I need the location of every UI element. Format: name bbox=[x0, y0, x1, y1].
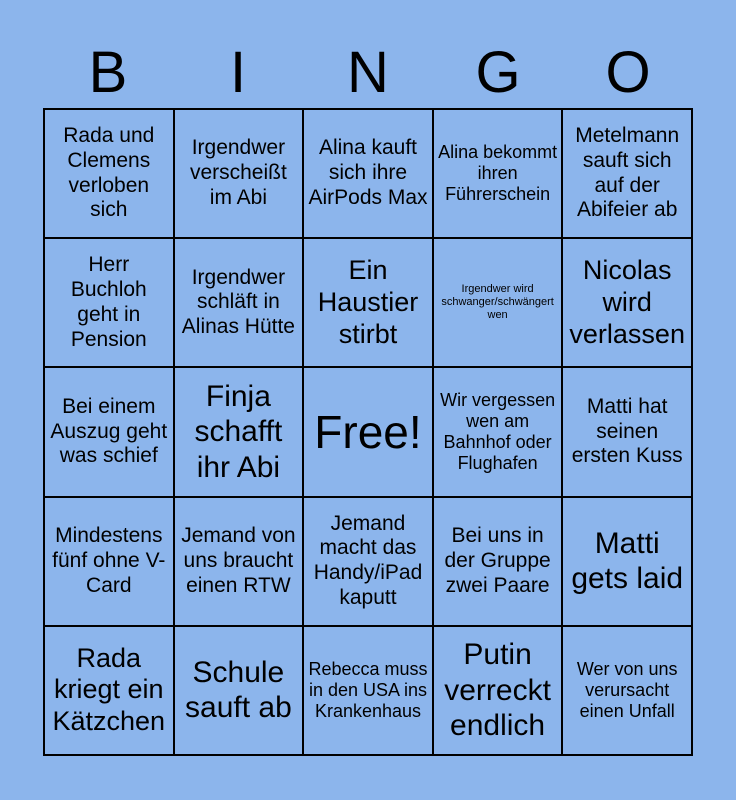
bingo-cell[interactable]: Wir vergessen wen am Bahnhof oder Flughafen bbox=[433, 367, 563, 496]
bingo-cell[interactable]: Jemand von uns braucht einen RTW bbox=[174, 497, 304, 626]
bingo-cell[interactable]: Alina bekommt ihren Führerschein bbox=[433, 109, 563, 238]
bingo-cell[interactable]: Matti hat seinen ersten Kuss bbox=[562, 367, 692, 496]
bingo-cell[interactable]: Bei uns in der Gruppe zwei Paare bbox=[433, 497, 563, 626]
header-letter-n: N bbox=[347, 40, 389, 105]
bingo-cell[interactable]: Rada und Clemens verloben sich bbox=[44, 109, 174, 238]
bingo-cell[interactable]: Ein Haustier stirbt bbox=[303, 238, 433, 367]
bingo-cell[interactable]: Wer von uns verursacht einen Unfall bbox=[562, 626, 692, 755]
bingo-cell[interactable]: Rada kriegt ein Kätzchen bbox=[44, 626, 174, 755]
bingo-cell[interactable]: Nicolas wird verlassen bbox=[562, 238, 692, 367]
bingo-cell[interactable]: Rebecca muss in den USA ins Krankenhaus bbox=[303, 626, 433, 755]
bingo-cell[interactable]: Jemand macht das Handy/iPad kaputt bbox=[303, 497, 433, 626]
bingo-cell[interactable]: Matti gets laid bbox=[562, 497, 692, 626]
header-letter-b: B bbox=[88, 40, 128, 105]
bingo-cell[interactable]: Finja schafft ihr Abi bbox=[174, 367, 304, 496]
bingo-cell[interactable]: Irgendwer wird schwanger/schwängert wen bbox=[433, 238, 563, 367]
bingo-cell[interactable]: Mindestens fünf ohne V-Card bbox=[44, 497, 174, 626]
bingo-cell[interactable]: Bei einem Auszug geht was schief bbox=[44, 367, 174, 496]
bingo-cell[interactable]: Alina kauft sich ihre AirPods Max bbox=[303, 109, 433, 238]
free-space[interactable]: Free! bbox=[303, 367, 433, 496]
bingo-grid bbox=[43, 108, 693, 756]
bingo-header bbox=[43, 40, 693, 106]
header-letter-i: I bbox=[229, 40, 247, 105]
bingo-cell[interactable]: Irgendwer verscheißt im Abi bbox=[174, 109, 304, 238]
header-letter-g: G bbox=[475, 40, 521, 105]
bingo-cell[interactable]: Schule sauft ab bbox=[174, 626, 304, 755]
bingo-cell[interactable]: Metelmann sauft sich auf der Abifeier ab bbox=[562, 109, 692, 238]
bingo-cell[interactable]: Putin verreckt endlich bbox=[433, 626, 563, 755]
bingo-cell[interactable]: Irgendwer schläft in Alinas Hütte bbox=[174, 238, 304, 367]
bingo-cell[interactable]: Herr Buchloh geht in Pension bbox=[44, 238, 174, 367]
header-letter-o: O bbox=[605, 40, 651, 105]
